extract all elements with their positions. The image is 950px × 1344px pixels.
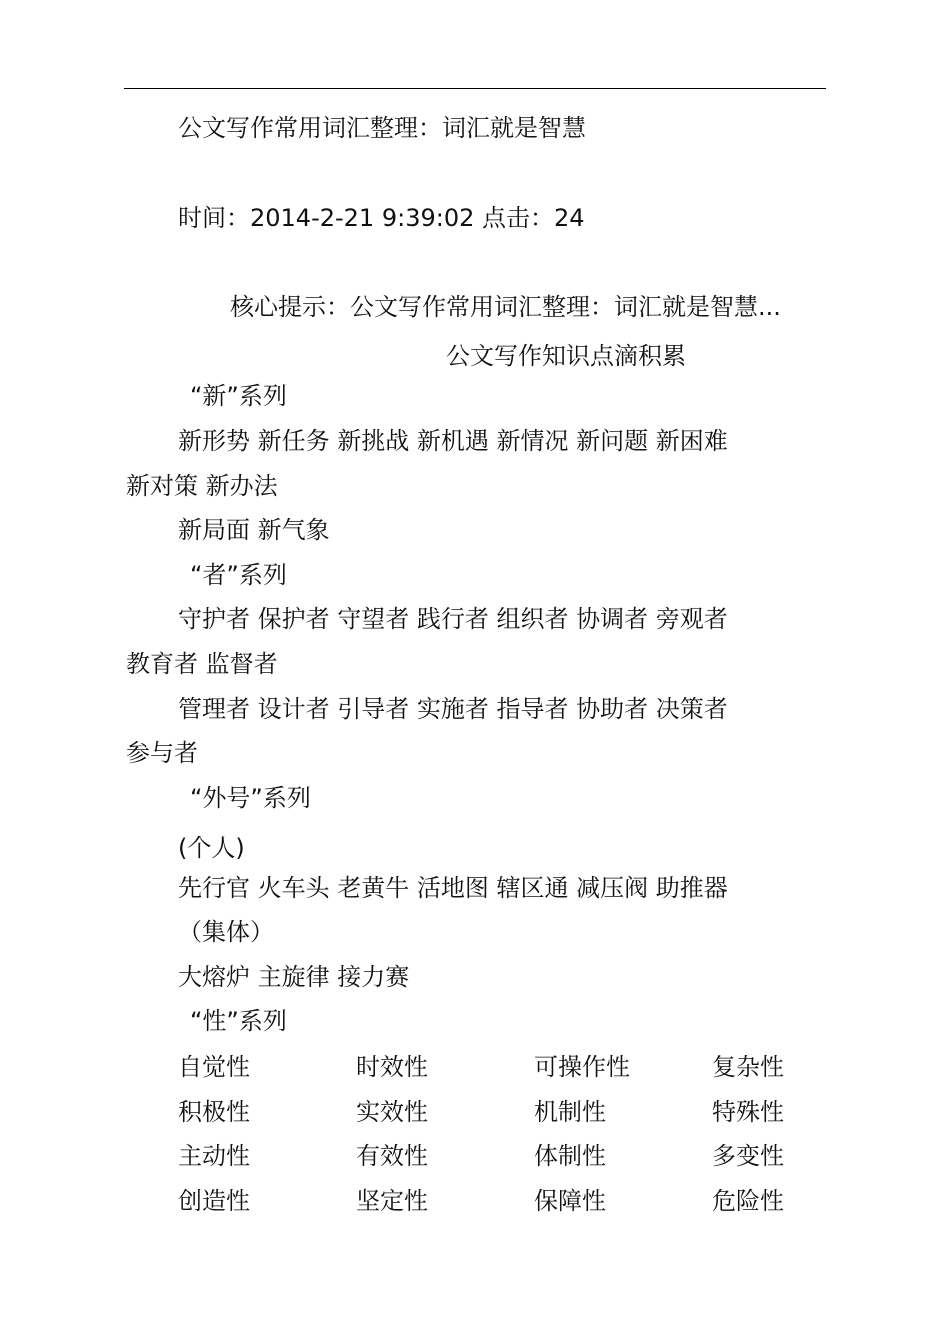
xing-word: 实效性: [356, 1097, 428, 1126]
header-rule: [124, 88, 826, 89]
xing-row: [178, 1186, 818, 1231]
xing-word: 坚定性: [356, 1187, 428, 1216]
xing-word-grid: [178, 1052, 818, 1231]
zhe-line-1-cont: 教育者 监督者: [126, 650, 278, 678]
xing-word: 创造性: [178, 1187, 250, 1216]
xing-word: 保障性: [534, 1187, 606, 1216]
article-summary: 核心提示：公文写作常用词汇整理：词汇就是智慧...: [230, 293, 781, 321]
section-heading-waihao: “外号”系列: [190, 784, 311, 812]
zhe-line-2-cont: 参与者: [126, 739, 198, 767]
xing-word: 积极性: [178, 1097, 250, 1126]
xing-row: [178, 1097, 818, 1142]
section-heading-xin: “新”系列: [190, 382, 287, 410]
xing-word: 特殊性: [712, 1097, 784, 1126]
xing-word: 多变性: [712, 1142, 784, 1171]
waihao-sub-individual: (个人): [178, 834, 245, 862]
section-heading-zhe: “者”系列: [190, 561, 287, 589]
article-title: 公文写作常用词汇整理：词汇就是智慧: [178, 114, 586, 142]
zhe-line-2: 管理者 设计者 引导者 实施者 指导者 协助者 决策者: [178, 695, 728, 723]
xing-row: [178, 1052, 818, 1097]
section-heading-xing: “性”系列: [190, 1007, 287, 1035]
article-subheading: 公文写作知识点滴积累: [446, 342, 686, 370]
xing-word: 可操作性: [534, 1053, 630, 1081]
xing-word: 有效性: [356, 1142, 428, 1171]
xing-word: 时效性: [356, 1053, 428, 1081]
xing-word: 危险性: [712, 1187, 784, 1216]
xing-word: 自觉性: [178, 1053, 250, 1081]
xin-line-1-cont: 新对策 新办法: [126, 472, 278, 500]
waihao-sub-collective: （集体）: [178, 918, 274, 946]
zhe-line-1: 守护者 保护者 守望者 践行者 组织者 协调者 旁观者: [178, 605, 728, 633]
xin-line-1: 新形势 新任务 新挑战 新机遇 新情况 新问题 新困难: [178, 427, 728, 455]
xing-row: [178, 1141, 818, 1186]
xing-word: 主动性: [178, 1142, 250, 1171]
xin-line-2: 新局面 新气象: [178, 516, 330, 544]
xing-word: 体制性: [534, 1142, 606, 1171]
waihao-line-1: 先行官 火车头 老黄牛 活地图 辖区通 减压阀 助推器: [178, 874, 728, 902]
xing-word: 机制性: [534, 1097, 606, 1126]
xing-word: 复杂性: [712, 1053, 784, 1081]
waihao-line-2: 大熔炉 主旋律 接力赛: [178, 963, 410, 991]
article-meta: 时间：2014-2-21 9:39:02 点击：24: [178, 204, 585, 232]
